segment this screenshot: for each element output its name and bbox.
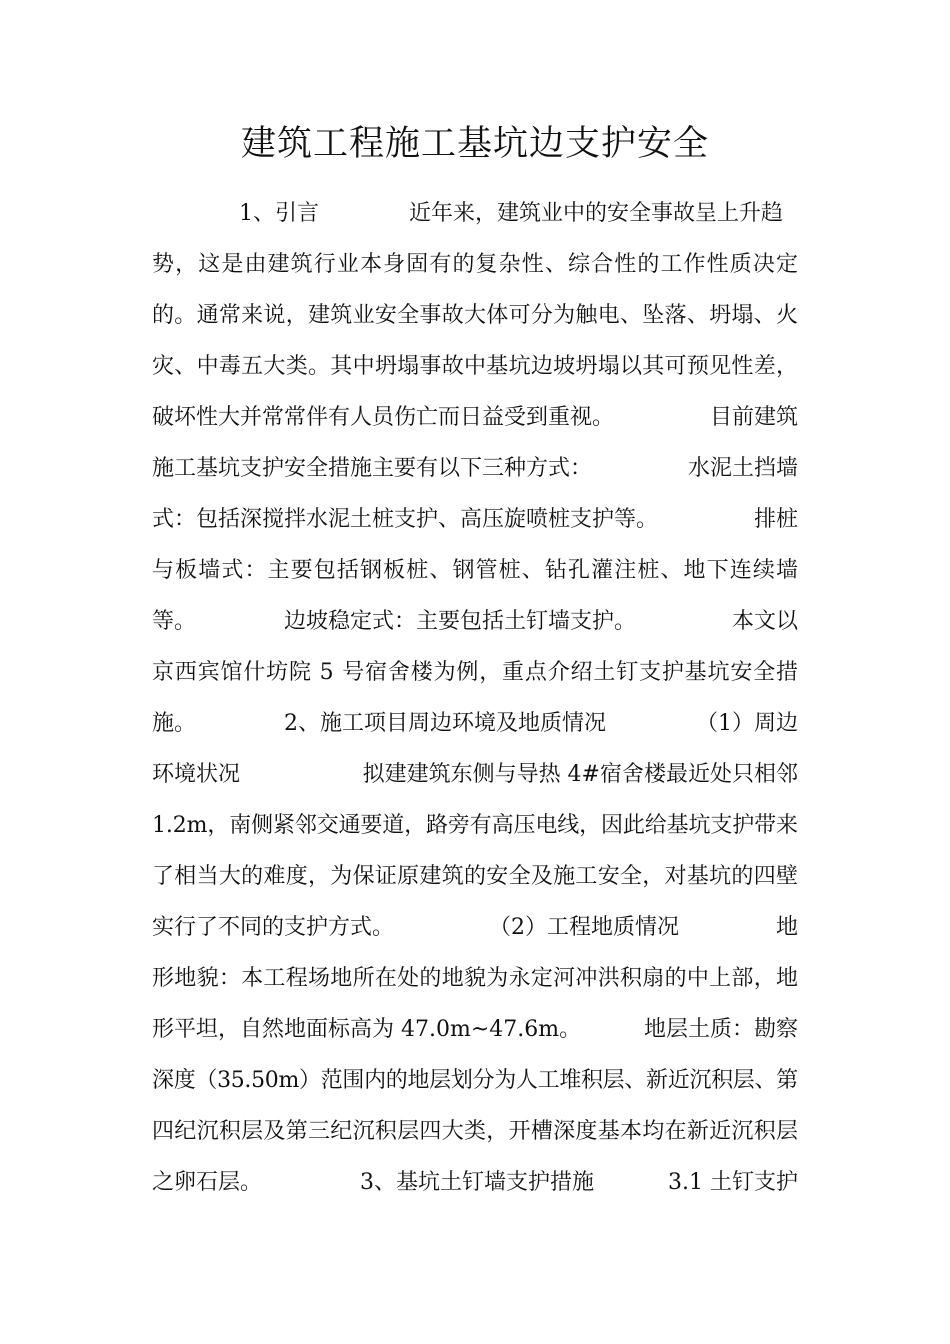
text-line-3 bbox=[152, 299, 798, 333]
line-5-seg-1: 破坏性大并常常伴有人员伤亡而日益受到重视。 bbox=[152, 405, 615, 430]
line-9-seg-1: 等。 bbox=[152, 609, 197, 634]
line-4-seg-1: 灾、中毒五大类。其中坍塌事故中基坑边坡坍塌以其可预见性差， bbox=[152, 354, 799, 379]
text-line-8 bbox=[152, 554, 798, 588]
text-line-5 bbox=[152, 401, 798, 435]
line-11-seg-2: 2、施工项目周边环境及地质情况 bbox=[284, 711, 607, 736]
text-line-4 bbox=[152, 350, 798, 384]
text-line-13 bbox=[152, 809, 798, 843]
line-15-seg-3: 地 bbox=[775, 915, 798, 940]
line-1-seg-2: 近年来，建筑业中的安全事故呈上升趋 bbox=[409, 201, 784, 226]
line-2-seg-1: 势，这是由建筑行业本身固有的复杂性、综合性的工作性质决定 bbox=[152, 252, 800, 277]
line-12-seg-1: 环境状况 bbox=[152, 762, 241, 787]
text-line-11 bbox=[152, 707, 798, 741]
line-9-seg-2: 边坡稳定式：主要包括土钉墙支护。 bbox=[284, 609, 637, 634]
text-line-7 bbox=[152, 503, 798, 537]
text-line-9 bbox=[152, 605, 798, 639]
text-line-2 bbox=[152, 248, 798, 282]
line-6-seg-1: 施工基坑支护安全措施主要有以下三种方式： bbox=[152, 456, 593, 481]
text-line-19 bbox=[152, 1115, 798, 1149]
page-title: 建筑工程施工基坑边支护安全 bbox=[240, 124, 709, 164]
line-13-seg-1: 1.2m，南侧紧邻交通要道，路旁有高压电线，因此给基坑支护带来 bbox=[152, 813, 798, 838]
line-20-seg-1: 之卵石层。 bbox=[152, 1170, 263, 1195]
line-17-seg-1: 形平坦，自然地面标高为 47.0m~47.6m。 bbox=[152, 1017, 582, 1042]
line-20-seg-2: 3、基坑土钉墙支护措施 bbox=[360, 1170, 595, 1195]
line-15-seg-1: 实行了不同的支护方式。 bbox=[152, 915, 395, 940]
text-line-20 bbox=[152, 1166, 798, 1200]
line-1-seg-1: 1、引言 bbox=[239, 201, 319, 226]
line-6-seg-2: 水泥土挡墙 bbox=[687, 456, 798, 481]
line-15-seg-2: （2）工程地质情况 bbox=[489, 915, 680, 940]
line-5-seg-2: 目前建筑 bbox=[709, 405, 798, 430]
line-11-seg-1: 施。 bbox=[152, 711, 197, 736]
line-17-seg-2: 地层土质：勘察 bbox=[643, 1017, 798, 1042]
line-8-seg-1: 与板墙式：主要包括钢板桩、钢管桩、钻孔灌注桩、地下连续墙 bbox=[152, 558, 800, 583]
text-line-14 bbox=[152, 860, 798, 894]
text-line-1 bbox=[152, 197, 798, 231]
line-7-seg-1: 式：包括深搅拌水泥土桩支护、高压旋喷桩支护等。 bbox=[152, 507, 659, 532]
line-12-seg-2: 拟建建筑东侧与导热 4#宿舍楼最近处只相邻 bbox=[362, 762, 798, 787]
text-line-12 bbox=[152, 758, 798, 792]
text-line-18 bbox=[152, 1064, 798, 1098]
line-16-seg-1: 形地貌：本工程场地所在处的地貌为永定河冲洪积扇的中上部，地 bbox=[152, 966, 799, 991]
line-19-seg-1: 四纪沉积层及第三纪沉积层四大类，开槽深度基本均在新近沉积层 bbox=[152, 1119, 799, 1144]
line-9-seg-3: 本文以 bbox=[731, 609, 798, 634]
text-line-6 bbox=[152, 452, 798, 486]
line-18-seg-1: 深度（35.50m）范围内的地层划分为人工堆积层、新近沉积层、第 bbox=[152, 1068, 798, 1093]
text-line-15 bbox=[152, 911, 798, 945]
line-11-seg-3: （1）周边 bbox=[696, 711, 798, 736]
text-line-17 bbox=[152, 1013, 798, 1047]
line-14-seg-1: 了相当大的难度，为保证原建筑的安全及施工安全，对基坑的四壁 bbox=[152, 864, 799, 889]
line-3-seg-1: 的。通常来说，建筑业安全事故大体可分为触电、坠落、坍塌、火 bbox=[152, 303, 799, 328]
text-line-10 bbox=[152, 656, 798, 690]
line-20-seg-3: 3.1 土钉支护 bbox=[668, 1170, 798, 1195]
line-10-seg-1: 京西宾馆什坊院 5 号宿舍楼为例，重点介绍土钉支护基坑安全措 bbox=[152, 660, 799, 685]
line-7-seg-2: 排桩 bbox=[753, 507, 798, 532]
text-line-16 bbox=[152, 962, 798, 996]
